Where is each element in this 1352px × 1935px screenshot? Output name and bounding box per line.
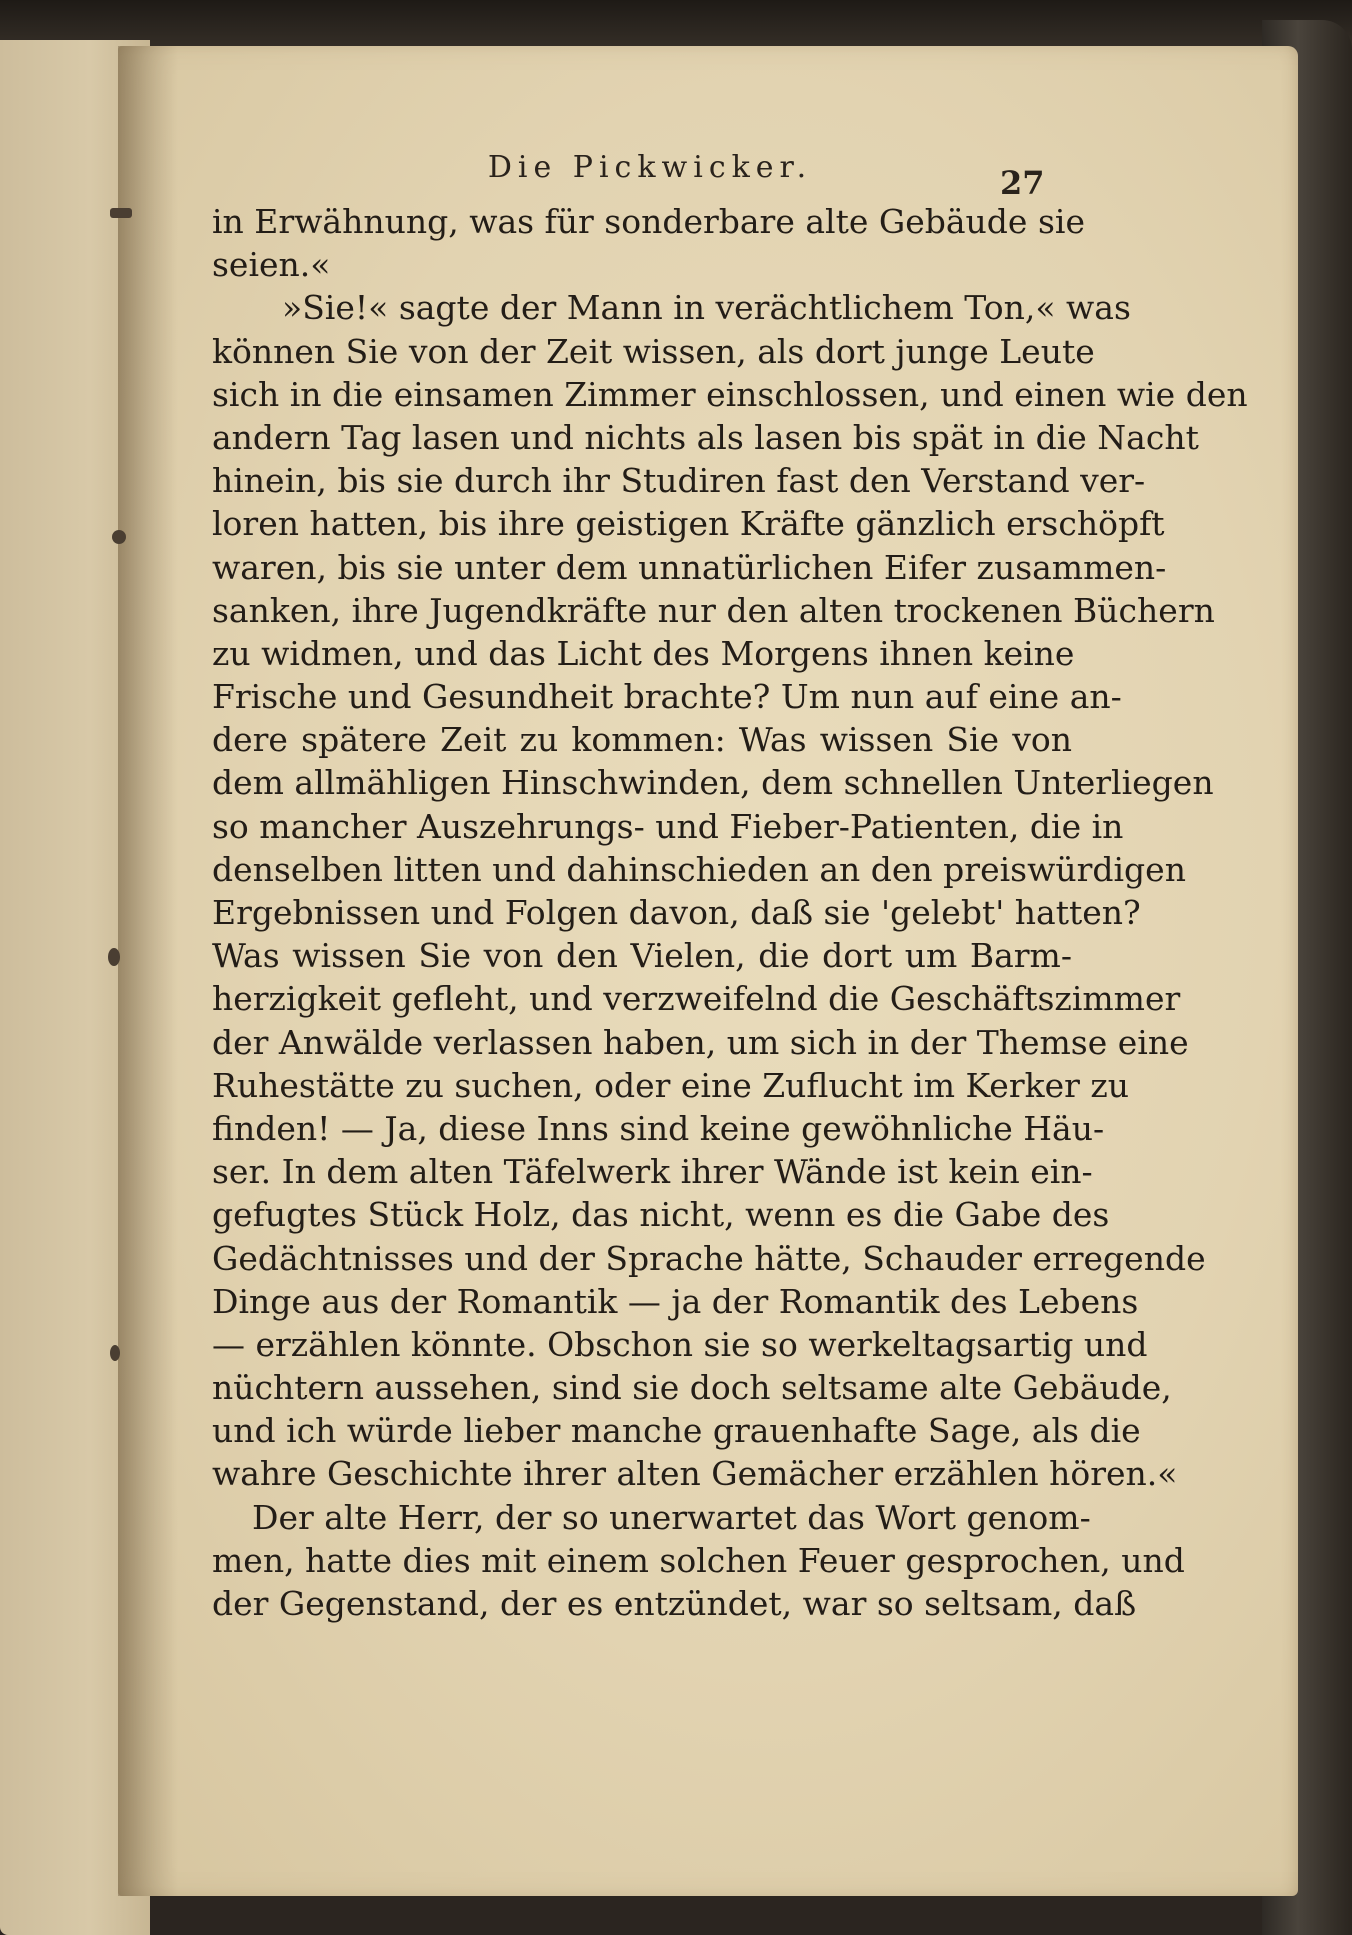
running-title: Die Pickwicker.: [487, 150, 813, 185]
text-line: denselben litten und dahinschieden an den preiswürdigen: [212, 849, 1186, 889]
text-line: gefugtes Stück Holz, das nicht, wenn es die Gabe des: [212, 1195, 1110, 1235]
text-line: Dinge aus der Romantik — ja der Romantik des Lebens: [212, 1281, 1139, 1321]
text-line: herzigkeit gefleht, und verzweifelnd die Geschäftszimmer: [212, 979, 1181, 1019]
text-line: sich in die einsamen Zimmer einschlossen, und einen wie den: [212, 374, 1248, 414]
gutter-mark: [110, 1345, 120, 1361]
text-line: Gedächtnisses und der Sprache hätte, Schauder erregende: [212, 1238, 1206, 1278]
text-line: ser. In dem alten Täfelwerk ihrer Wände ist kein ein-: [212, 1152, 1093, 1192]
text-line: loren hatten, bis ihre geistigen Kräfte gänzlich erschöpft: [212, 504, 1165, 544]
text-line: zu widmen, und das Licht des Morgens ihnen keine: [212, 633, 1075, 673]
text-line: andern Tag lasen und nichts als lasen bis spät in die Nacht: [212, 417, 1199, 457]
page-number: 27: [1000, 164, 1045, 202]
text-line: Ruhestätte zu suchen, oder eine Zuflucht im Kerker zu: [212, 1065, 1130, 1105]
text-line: — erzählen könnte. Obschon sie so werkeltagsartig und: [212, 1324, 1148, 1364]
text-line: hinein, bis sie durch ihr Studiren fast den Verstand ver-: [212, 461, 1146, 501]
gutter-mark: [110, 208, 132, 218]
text-line: dem allmähligen Hinschwinden, dem schnellen Unterliegen: [212, 763, 1214, 803]
text-line: seien.«: [212, 245, 331, 285]
text-line: wahre Geschichte ihrer alten Gemächer erzählen hören.«: [212, 1454, 1178, 1494]
text-line: Der alte Herr, der so unerwartet das Wort genom-: [252, 1497, 1091, 1537]
text-line: können Sie von der Zeit wissen, als dort junge Leute: [212, 331, 1095, 371]
text-line: so mancher Auszehrungs- und Fieber-Patienten, die in: [212, 806, 1124, 846]
text-line: dere spätere Zeit zu kommen: Was wissen Sie von: [212, 720, 1072, 760]
text-line: Was wissen Sie von den Vielen, die dort um Barm-: [212, 936, 1072, 976]
text-line: finden! — Ja, diese Inns sind keine gewöhnliche Häu-: [212, 1108, 1105, 1148]
text-line: waren, bis sie unter dem unnatürlichen Eifer zusammen-: [212, 547, 1167, 587]
text-line: »Sie!« sagte der Mann in verächtlichem Ton,« was: [282, 288, 1131, 328]
text-line: nüchtern aussehen, sind sie doch seltsame alte Gebäude,: [212, 1368, 1172, 1408]
text-line: der Gegenstand, der es entzündet, war so seltsam, daß: [212, 1584, 1137, 1623]
text-line: Frische und Gesundheit brachte? Um nun auf eine an-: [212, 677, 1122, 717]
text-line: Ergebnissen und Folgen davon, daß sie 'gelebt' hatten?: [212, 893, 1141, 932]
gutter-mark: [108, 948, 120, 966]
text-line: der Anwälde verlassen haben, um sich in der Themse eine: [212, 1022, 1189, 1062]
text-line: men, hatte dies mit einem solchen Feuer gesprochen, und: [212, 1540, 1185, 1580]
body-text: [212, 200, 1248, 1625]
gutter-mark: [112, 530, 126, 544]
text-line: und ich würde lieber manche grauenhafte Sage, als die: [212, 1411, 1141, 1451]
gutter-shadow: [118, 46, 178, 1896]
text-line: sanken, ihre Jugendkräfte nur den alten trockenen Büchern: [212, 590, 1215, 630]
text-line: in Erwähnung, was für sonderbare alte Gebäude sie: [212, 202, 1085, 241]
